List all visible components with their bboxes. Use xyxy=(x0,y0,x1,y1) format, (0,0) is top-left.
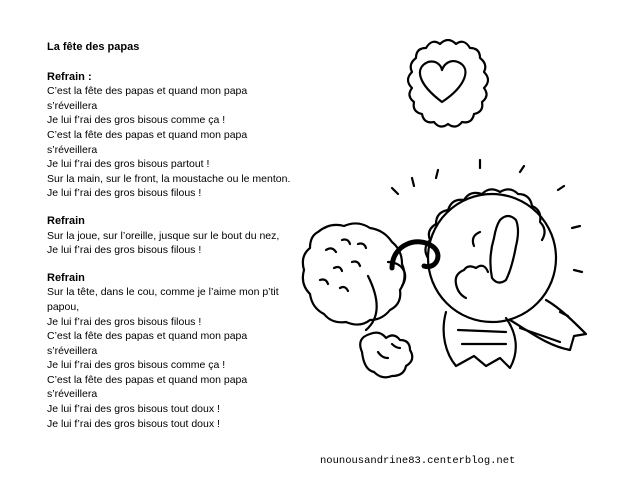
poem-line: Sur la tête, dans le cou, comme je l’aime mon p’tit xyxy=(47,286,279,299)
site-credit: nounousandrine83.centerblog.net xyxy=(320,455,516,467)
poem-line: C’est la fête des papas et quand mon papa xyxy=(47,85,248,98)
hand-icon xyxy=(360,333,412,378)
poem-line: Je lui f’rai des gros bisous filous ! xyxy=(47,244,202,257)
section-heading: Refrain xyxy=(47,271,85,284)
poem-line: C’est la fête des papas et quand mon papa xyxy=(47,373,248,386)
poem-line: s’réveillera xyxy=(47,99,98,112)
poem-line: s’réveillera xyxy=(47,388,98,401)
section-heading: Refrain xyxy=(47,214,85,227)
poem-section xyxy=(47,214,347,258)
poem-line: papou, xyxy=(47,300,80,313)
poem-line: s’réveillera xyxy=(47,344,98,357)
poem-line: C’est la fête des papas et quand mon papa xyxy=(47,330,248,343)
poem-line: Je lui f’rai des gros bisous filous ! xyxy=(47,187,202,200)
poem-title: La fête des papas xyxy=(47,41,140,53)
poem-line: Je lui f’rai des gros bisous tout doux ! xyxy=(47,403,220,416)
poem-line: Je lui f’rai des gros bisous comme ça ! xyxy=(47,359,226,372)
poem-line: Sur la joue, sur l’oreille, jusque sur le bout du nez, xyxy=(47,229,280,242)
heart-flower-icon xyxy=(408,40,488,127)
poem-line: Je lui f’rai des gros bisous comme ça ! xyxy=(47,114,226,127)
poem-line: C’est la fête des papas et quand mon papa xyxy=(47,128,248,141)
poem-line: Sur la main, sur le front, la moustache ou le menton. xyxy=(47,172,291,185)
poem xyxy=(47,40,347,444)
medal-icon xyxy=(425,189,586,368)
poem-line: Je lui f’rai des gros bisous filous ! xyxy=(47,315,202,328)
section-heading: Refrain : xyxy=(47,70,92,83)
poem-section xyxy=(47,70,347,201)
poem-line: Je lui f’rai des gros bisous tout doux ! xyxy=(47,417,220,430)
poem-line: Je lui f’rai des gros bisous partout ! xyxy=(47,158,210,171)
poem-section xyxy=(47,271,347,432)
poem-line: s’réveillera xyxy=(47,143,98,156)
